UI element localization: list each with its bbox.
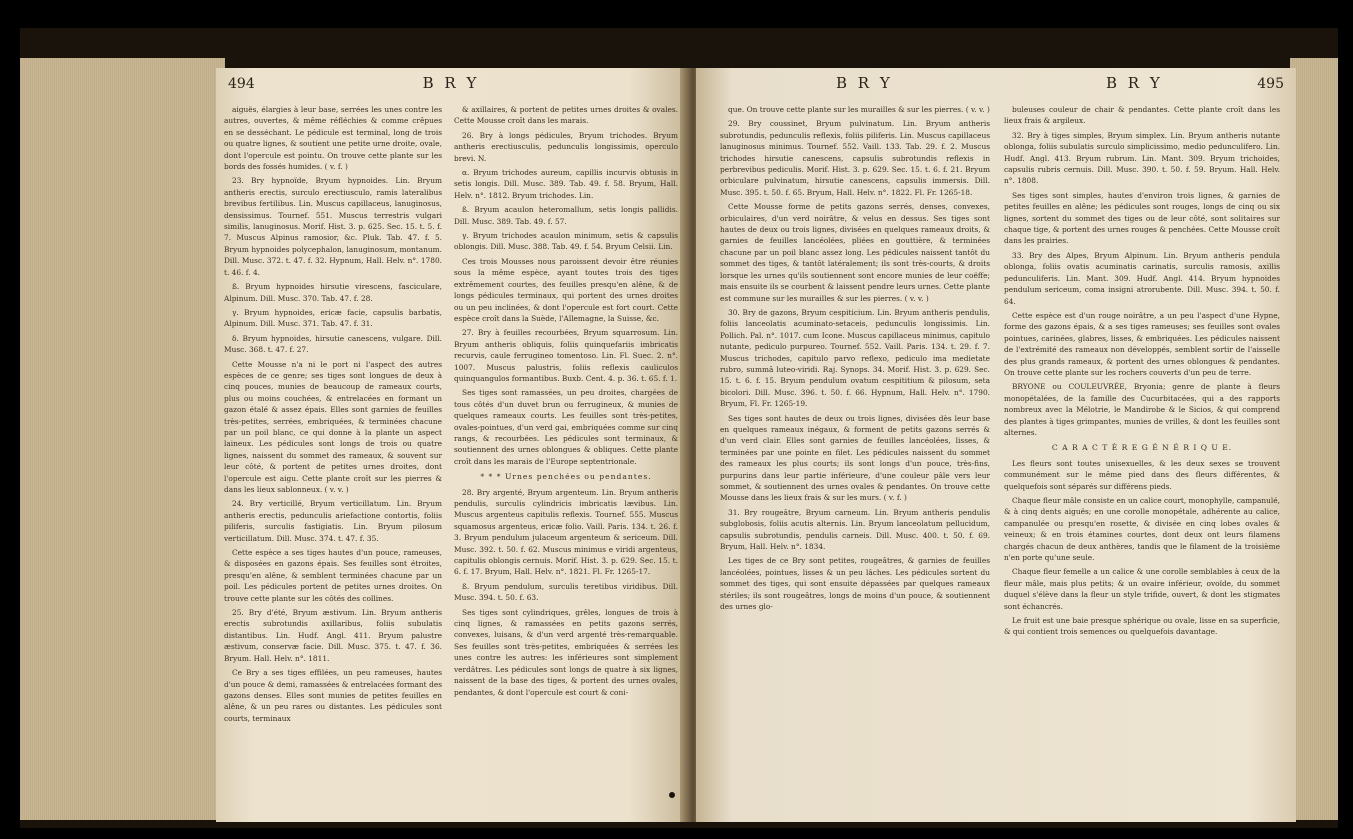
page-marker-dot: [669, 792, 675, 798]
right-page-column-1: [720, 104, 990, 816]
paragraph: 23. Bry hypnoïde, Bryum hypnoides. Lin. Bryum antheris erectis, surculo erectiusculo, ramis lateralibus brevibus fertilibus. Lin. Muscus capillaceus, lanuginosus, densissimus. Tournef. 551. Muscus terrestris vulgari similis, lanuginosus. Morif. Hist. 3. p. 625. Sec. 15. t. 5. f. 7. Muscus Alpinus ramosior, &c. Pluk. Tab. 47. f. 5. Bryum hypnoides polycephalon, lanuginosum, montanum. Dill. Musc. 372. t. 47. f. 32. Hypnum, Hall. Helv. n°. 1780. t. 46. f. 4.: [224, 176, 442, 277]
paragraph: buleuses couleur de chair & pendantes. Cette plante croît dans les lieux frais & argileux.: [1004, 105, 1280, 126]
paragraph: 25. Bry d'été, Bryum æstivum. Lin. Bryum antheris erectis subrotundis axillaribus, foliis subulatis distantibus. Lin. Hudf. Angl. 411. Bryum palustre æstivum, conservæ facie. Dill. Musc. 375. t. 47. f. 36. Bryum. Hall. Helv. n°. 1811.: [224, 608, 442, 663]
paragraph: Ses tiges sont hautes de deux ou trois lignes, divisées dès leur base en quelques rameaux inégaux, & forment de petits gazons serrés & d'un verd clair. Elles sont garnies de feuilles lancéolées, lisses, & terminées par une pointe en filet. Les pédicules naissent du sommet des rameaux les plus courts; ils sont longs d'un pouce, très-fins, purpurins dans leur partie inférieure, d'une couleur pâle vers leur sommet, & soutiennent des urnes ovales & pendantes. On trouve cette Mousse dans les lieux frais & sur les murs. ( v. f. ): [720, 413, 990, 503]
right-page: [696, 68, 1296, 822]
paragraph: δ. Bryum hypnoides, hirsutie canescens, vulgare. Dill. Musc. 368. t. 47. f. 27.: [224, 333, 442, 355]
paragraph: * * * Urnes penchées ou pendantes.: [480, 472, 652, 482]
paragraph: Ces trois Mousses nous paroissent devoir être réunies sous la même espèce, ayant toutes trois des tiges extrêmement courtes, des feuilles presqu'en alêne, & de longs pédicules terminaux, qui portent des urnes droites ou un peu inclinées, & dont l'opercule est fort court. Cette espèce croît dans la Suède, l'Allemagne, la Suisse, &c.: [454, 256, 678, 323]
paragraph: C A R A C T È R E G É N É R I Q U E.: [1051, 443, 1233, 453]
paragraph: 27. Bry à feuilles recourbées, Bryum squarrosum. Lin. Bryum antheris obliquis, foliis quinquefariis imbricatis recurvis, caule ferrugineo tomentoso. Lin. Fl. Suec. 2. n°. 1007. Muscus palustris, foliis reflexis cauliculos quinquangulos formantibus. Buxb. Cent. 4. p. 36. t. 65. f. 1.: [454, 328, 678, 383]
paragraph: Cette Mousse n'a ni le port ni l'aspect des autres espèces de ce genre; ses tiges sont longues de deux à cinq pouces, munies de beaucoup de rameaux courts, plus ou moins couchées, & entrelacées en formant un gazon étalé & assez épais. Elles sont garnies de feuilles très-petites, serrées, embriquées, & terminées chacune par un poil blanc, ce qui donne à la plante un aspect laineux. Les pédicules sont longs de trois ou quatre lignes, naissent du sommet des rameaux, & souvent sur leur côté, & portent de petites urnes droites, dont l'opercule est aigu. Cette plante croît sur les pierres & dans les lieux sablonneux. ( v. v. ): [224, 359, 442, 494]
book-page-edges-left: [20, 58, 225, 820]
paragraph: Les tiges de ce Bry sont petites, rougeâtres, & garnies de feuilles lancéolées, pointues, lisses & un peu lâches. Les pédicules sortent du sommet des tiges, qui sont ensuite dépassées par quelques rameaux stériles; ils sont rougeâtres, longs de moins d'un pouce, & soutiennent des urnes glo-: [720, 556, 990, 612]
paragraph: ß. Bryum acaulon heteromallum, setis longis pallidis. Dill. Musc. 389. Tab. 49. f. 57.: [454, 205, 678, 226]
right-page-column-2: [1004, 104, 1280, 816]
paragraph: Cette Mousse forme de petits gazons serrés, denses, convexes, orbiculaires, d'un verd noirâtre, & velus en dessus. Ses tiges sont hautes de deux ou trois lignes, divisées en quelques rameaux droits, & garnies de feuilles lancéolées, pliées en gouttière, & terminées chacune par un poil blanc assez long. Les pédicules naissent tantôt du sommet des tiges, & tantôt latéralement; ils sont très-courts, & droits lorsque les urnes qu'ils soutiennent sont encore munies de leur coëffe; mais ensuite ils se courbent & laissent pendre leurs urnes. Cette plante est commune sur les murailles & sur les pierres. ( v. v. ): [720, 202, 990, 303]
right-running-head-1: B R Y: [836, 74, 893, 92]
paragraph: Ce Bry a ses tiges effilées, un peu rameuses, hautes d'un pouce & demi, ramassées & entrelacées formant des gazons denses. Elles sont munies de petites feuilles en alêne, & un peu rares ou distantes. Les pédicules sont courts, terminaux: [224, 668, 442, 723]
paragraph: aiguës, élargies à leur base, serrées les unes contre les autres, ouvertes, & même réfléchies & comme crêpues en se desséchant. Le pédicule est terminal, long de trois ou quatre lignes, & soutient une petite urne droite, ovale, dont l'opercule est pointu. On trouve cette plante sur les bords des fossés humides. ( v. f. ): [224, 105, 442, 172]
paragraph: Le fruit est une baie presque sphérique ou ovale, lisse en sa superficie, & qui contient trois semences ou quelquefois davantage.: [1004, 616, 1280, 637]
right-running-head-2: B R Y: [1106, 74, 1163, 92]
paragraph: 32. Bry à tiges simples, Bryum simplex. Lin. Bryum antheris nutante oblonga, foliis subulatis surculo simplicissimo, medio pedunculifero. Lin. Hudf. Angl. 413. Bryum rubrum. Lin. Mant. 309. Bryum trichoides, capsulis rubris cernuis. Dill. Musc. 390. t. 50. f. 59. Bryum. Hall. Helv. n°. 1808.: [1004, 130, 1280, 186]
paragraph: 33. Bry des Alpes, Bryum Alpinum. Lin. Bryum antheris pendula oblonga, foliis ovatis acuminatis carinatis, surculis ramosis, axillis pedunculiferis. Lin. Mant. 309. Hudf. Angl. 414. Bryum hypnoides pendulum sericeum, coma insigni atrorubente. Dill. Musc. 394. t. 50. f. 64.: [1004, 250, 1280, 306]
paragraph: 31. Bry rougeâtre, Bryum carneum. Lin. Bryum antheris pendulis subglobosis, foliis acutis alternis. Lin. Bryum lanceolatum pellucidum, capsulis subrotundis, pendulis carneis. Dill. Musc. 400. t. 50. f. 69. Bryum, Hall. Helv. n°. 1834.: [720, 507, 990, 552]
paragraph: ß. Bryum hypnoides hirsutie virescens, fasciculare, Alpinum. Dill. Musc. 370. Tab. 47. f. 28.: [224, 282, 442, 303]
paragraph: que. On trouve cette plante sur les murailles & sur les pierres. ( v. v. ): [728, 105, 990, 114]
paragraph: Chaque fleur mâle consiste en un calice court, monophylle, campanulé, & à cinq dents aiguës; en une corolle monopétale, adhérente au calice, campanulée ou presqu'en rosette, & divisée en cinq lobes ovales & veineux; & en trois étamines courtes, dont deux ont leurs filamens chargés chacun de deux anthères, tandis que le filament de la troisième n'en porte qu'une seule.: [1004, 496, 1280, 563]
paragraph: 28. Bry argenté, Bryum argenteum. Lin. Bryum antheris pendulis, surculis cylindricis imbricatis lævibus. Lin. Muscus argenteus capitulis reflexis. Tournef. 555. Muscus squamosus argenteus, ericæ folio. Vaill. Paris. 134. t. 26. f. 3. Bryum pendulum julaceum argenteum & sericeum. Dill. Musc. 392. t. 50. f. 62. Muscus minimus e viridi argenteus, capitulis oblongis cernuis. Morif. Hist. 3. p. 629. Sec. 15. t. 6. f. 17. Bryum, Hall. Helv. n°. 1821. Fl. Fr. 1265-17.: [454, 487, 678, 577]
paragraph: γ. Bryum hypnoides, ericæ facie, capsulis barbatis, Alpinum. Dill. Musc. 371. Tab. 47. f. 31.: [224, 307, 442, 329]
left-page-column-2: [454, 104, 678, 816]
paragraph: Cette espèce a ses tiges hautes d'un pouce, rameuses, & disposées en gazons épais. Ses feuilles sont étroites, presqu'en alêne, & semblent terminées chacune par un poil. Les pédicules portent de petites urnes droites. On trouve cette plante sur les côtés des collines.: [224, 548, 442, 603]
paragraph: 30. Bry de gazons, Bryum cespiticium. Lin. Bryum antheris pendulis, foliis lanceolatis acuminato-setaceis, pedunculis longissimis. Lin. Pollich. Pal. n°. 1017. cum Icone. Muscus capillaceus minimus, capitulo nutante, pediculo purpureo. Tournef. 552. Vaill. Paris. 134. t. 29. f. 7. Muscus trichodes, capitulo parvo reflexo, pediculo ima medietate rubro, summâ luteo-viridi. Raj. Synops. 34. Morif. Hist. 3. p. 629. Sec. 15. t. 6. f. 15. Bryum pendulum ovatum cespititium & pilosum, seta bicolori. Dill. Musc. 396. t. 50. f. 66. Hypnum, Hall. Helv. n°. 1790. Bryum, Fl. Fr. 1265-19.: [720, 307, 990, 409]
right-page-header: [706, 74, 1286, 96]
left-page-column-1: [224, 104, 442, 816]
paragraph: Ses tiges sont simples, hautes d'environ trois lignes, & garnies de petites feuilles en alêne; les pédicules sont rouges, longs de cinq ou six lignes, sortent du sommet des tiges ou de leur côté, sont solitaires sur chaque tige, & portent des urnes rouges & penchées. Cette Mousse croît dans les prairies.: [1004, 190, 1280, 246]
paragraph: α. Bryum trichodes aureum, capillis incurvis obtusis in setis longis. Dill. Musc. 389. Tab. 49. f. 58. Bryum, Hall. Helv. n°. 1812. Bryum trichodes. Lin.: [454, 168, 678, 200]
book-page-edges-right: [1290, 58, 1338, 820]
left-page-number: 494: [228, 76, 255, 92]
paragraph: ß. Bryum pendulum, surculis teretibus viridibus. Dill. Musc. 394. t. 50. f. 63.: [454, 581, 678, 603]
paragraph: Ses tiges sont ramassées, un peu droites, chargées de tous côtés d'un duvet brun ou ferrugineux, & munies de quelques rameaux courts. Les feuilles sont très-petites, ovales-pointues, d'un verd gai, embriquées comme sur cinq rangs, & recourbées. Les pédicules sont terminaux, & soutiennent des urnes oblongues & obliques. Cette plante croît dans les marais de l'Europe septentrionale.: [454, 388, 678, 466]
open-book: [20, 28, 1338, 828]
paragraph: & axillaires, & portent de petites urnes droites & ovales. Cette Mousse croît dans les marais.: [454, 105, 678, 126]
left-page: [216, 68, 686, 822]
paragraph: 26. Bry à longs pédicules, Bryum trichodes. Bryum antheris erectiusculis, pedunculis longissimis, operculo brevi. N.: [454, 130, 678, 163]
left-page-header: [226, 74, 676, 96]
paragraph: Cette espèce est d'un rouge noirâtre, a un peu l'aspect d'une Hypne, forme des gazons épais, & a ses tiges rameuses; ses feuilles sont ovales pointues, carinées, glabres, lisses, & embriquées. Les pédicules naissent de l'extrémité des rameaux non développés, semblent sortir de l'aisselle des plus grands rameaux, & portent des urnes oblongues & pendantes. On trouve cette plante sur les rochers couverts d'un peu de terre.: [1004, 310, 1280, 377]
paragraph: γ. Bryum trichodes acaulon minimum, setis & capsulis oblongis. Dill. Musc. 388. Tab. 49. f. 54. Bryum Celsii. Lin.: [454, 231, 678, 252]
left-running-head: B R Y: [422, 74, 480, 92]
paragraph: BRYONE ou COULEUVRÉE, Bryonia; genre de plante à fleurs monopétalées, de la famille des Cucurbitacées, qui a des rapports nombreux avec la Mélotrie, le Mandirobe & le Sicios, & qui comprend des plantes à tiges grimpantes, munies de vrilles, & dont les feuilles sont alternes.: [1004, 382, 1280, 437]
paragraph: Les fleurs sont toutes unisexuelles, & les deux sexes se trouvent communément sur le même pied dans des fleurs différentes, & quelquefois sont séparés sur différens pieds.: [1004, 458, 1280, 491]
paragraph: Chaque fleur femelle a un calice & une corolle semblables à ceux de la fleur mâle, mais plus petits; & un ovaire inférieur, ovoïde, du sommet duquel s'élève dans la fleur un style trifide, ouvert, & dont les stigmates sont échancrés.: [1004, 567, 1280, 611]
paragraph: 29. Bry coussinet, Bryum pulvinatum. Lin. Bryum antheris subrotundis, pedunculis reflexis, foliis piliferis. Lin. Muscus capillaceus lanuginosus minimus. Tournef. 552. Vaill. 133. Tab. 29. f. 2. Muscus trichodes hirsutie canescens, capsulis subrotundis reflexis in perbrevibus pediculis. Morif. Hist. 3. p. 629. Sec. 15. t. 6. f. 21. Bryum orbiculare pulvinatum, hirsutie canescens, capsulis immersis. Dill. Musc. 395. t. 50. f. 65. Bryum, Hall. Helv. n°. 1822. Fl. Fr. 1265-18.: [720, 119, 990, 197]
paragraph: 24. Bry verticillé, Bryum verticillatum. Lin. Bryum antheris erectis, pedunculis ariefactione contortis, foliis piliferis, surculis fastigiatis. Lin. Bryum pilosum verticillatum. Dill. Musc. 374. t. 47. f. 35.: [224, 499, 442, 543]
paragraph: Ses tiges sont cylindriques, grêles, longues de trois à cinq lignes, & ramassées en petits gazons serrés, convexes, luisans, & d'un verd argenté très-remarquable. Ses feuilles sont très-petites, embriquées & serrées les unes contre les autres: les inférieures sont simplement verdâtres. Les pédicules sont longs de quatre à six lignes, naissent de la base des tiges, & portent des urnes ovales, pendantes, & dont l'opercule est court & coni-: [454, 607, 678, 697]
right-page-number: 495: [1257, 76, 1284, 92]
